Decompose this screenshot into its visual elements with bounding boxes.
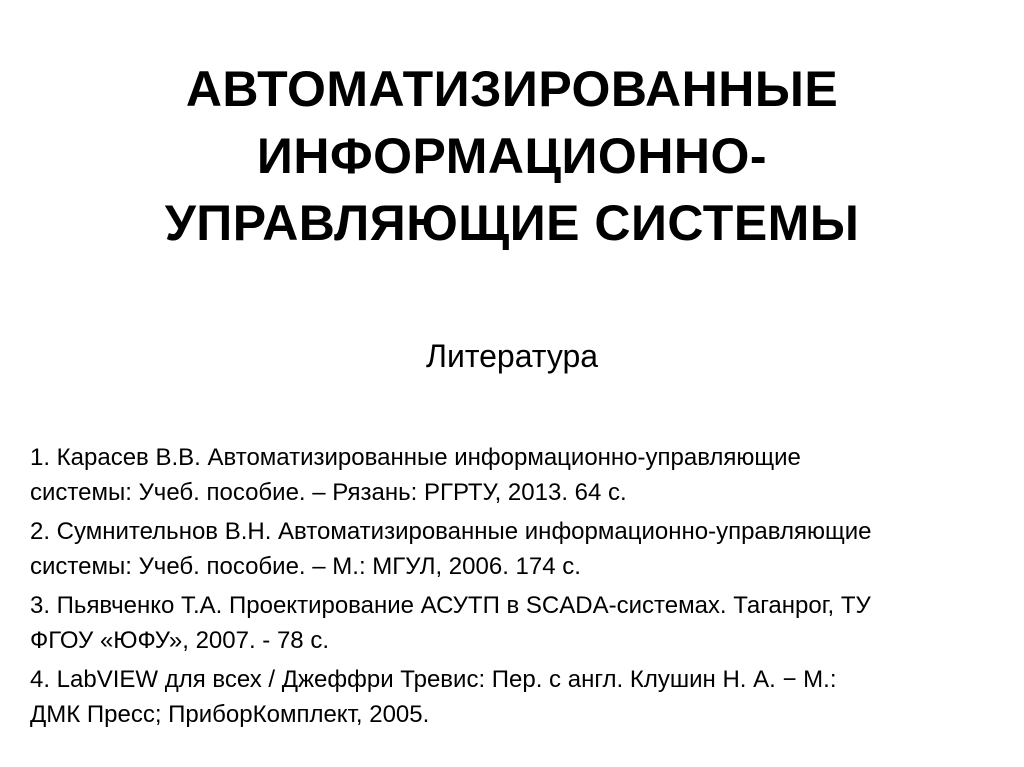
reference-item: [30, 662, 1024, 732]
reference-line: 3. Пьявченко Т.А. Проектирование АСУТП в SCADA-системах. Таганрог, ТУ: [30, 592, 871, 619]
reference-list: [30, 440, 1024, 736]
reference-line: 2. Сумнительнов В.Н. Автоматизированные информационно-управляющие: [30, 518, 872, 545]
reference-line: ДМК Пресс; ПриборКомплект, 2005.: [30, 701, 430, 728]
reference-line: 1. Карасев В.В. Автоматизированные информационно-управляющие: [30, 444, 801, 471]
reference-line: системы: Учеб. пособие. – Рязань: РГРТУ, 2013. 64 с.: [30, 479, 627, 506]
reference-line: системы: Учеб. пособие. – М.: МГУЛ, 2006. 174 с.: [30, 553, 581, 580]
reference-item: [30, 514, 1024, 584]
slide-title: [0, 56, 1024, 257]
section-heading-literature: Литература: [425, 338, 599, 374]
title-line: АВТОМАТИЗИРОВАННЫЕ: [185, 61, 839, 117]
title-line: УПРАВЛЯЮЩИЕ СИСТЕМЫ: [164, 195, 860, 251]
reference-item: [30, 588, 1024, 658]
reference-line: ФГОУ «ЮФУ», 2007. - 78 с.: [30, 627, 329, 654]
title-line: ИНФОРМАЦИОННО-: [256, 128, 768, 184]
reference-line: 4. LabVIEW для всех / Джеффри Тревис: Пер. с англ. Клушин Н. А. − М.:: [30, 666, 837, 693]
reference-item: [30, 440, 1024, 510]
